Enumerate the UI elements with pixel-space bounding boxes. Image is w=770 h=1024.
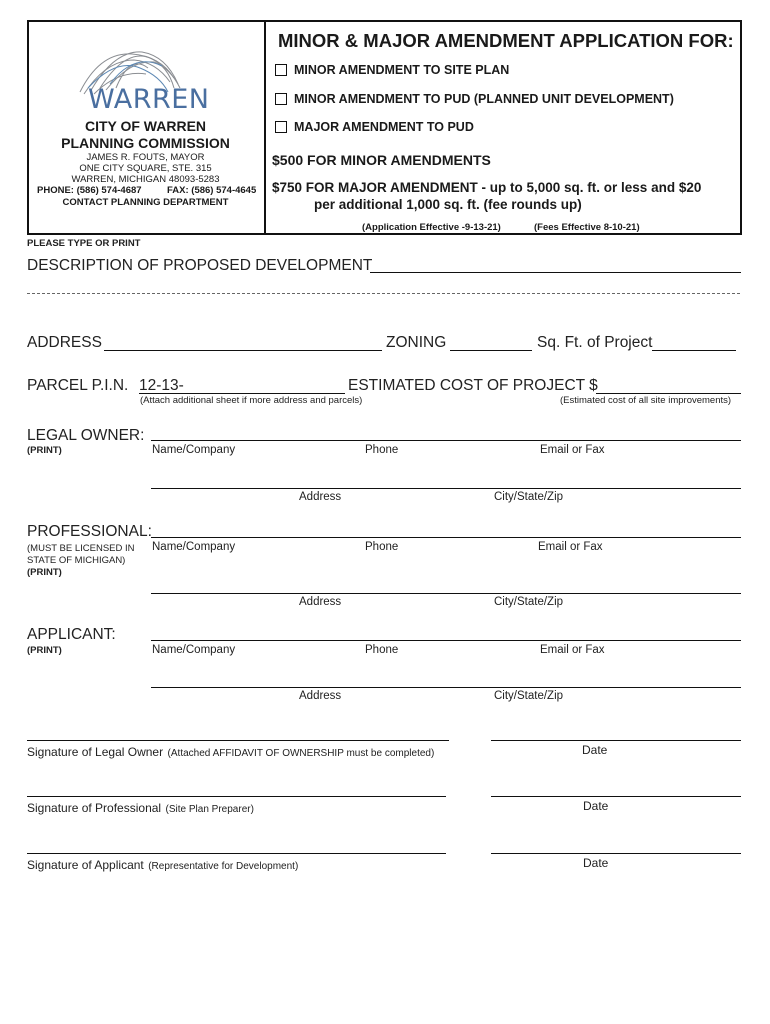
owner-signature-line[interactable] — [27, 740, 449, 741]
print-note: (PRINT) — [27, 645, 62, 656]
legal-owner-name-line[interactable] — [151, 440, 741, 441]
option-minor-site-plan[interactable] — [275, 63, 509, 77]
option-label: MAJOR AMENDMENT TO PUD — [294, 120, 474, 134]
address-caption: Address — [299, 491, 342, 503]
print-note: (PRINT) — [27, 567, 62, 578]
email-fax-caption: Email or Fax — [540, 644, 605, 656]
org-name-commission: PLANNING COMMISSION — [61, 135, 230, 151]
owner-date-line[interactable] — [491, 740, 741, 741]
address-caption: Address — [299, 690, 342, 702]
option-major-pud[interactable] — [275, 120, 474, 134]
logo-text: WARREN — [88, 84, 210, 115]
professional-signature-line[interactable] — [27, 796, 446, 797]
option-label: MINOR AMENDMENT TO SITE PLAN — [294, 63, 510, 77]
licensed-note-1: (MUST BE LICENSED IN — [27, 543, 135, 554]
name-company-caption: Name/Company — [152, 541, 236, 553]
date-caption: Date — [583, 856, 609, 870]
description-input-line-2[interactable] — [27, 293, 740, 294]
org-address-1: ONE CITY SQUARE, STE. 315 — [79, 163, 212, 174]
estimated-cost-note: (Estimated cost of all site improvements) — [560, 395, 732, 406]
owner-signature-caption — [27, 743, 434, 761]
zoning-input-line[interactable] — [450, 350, 532, 351]
application-title: MINOR & MAJOR AMENDMENT APPLICATION FOR: — [278, 30, 734, 51]
legal-owner-address-line[interactable] — [151, 488, 741, 489]
zoning-label: ZONING — [386, 334, 447, 351]
date-caption: Date — [583, 799, 609, 813]
applicant-signature-line[interactable] — [27, 853, 446, 854]
applicant-label: APPLICANT: — [27, 626, 116, 643]
option-label: MINOR AMENDMENT TO PUD (PLANNED UNIT DEVELOPMENT) — [294, 92, 674, 106]
owner-signature-note: (Attached AFFIDAVIT OF OWNERSHIP must be completed) — [167, 748, 435, 759]
applicant-name-line[interactable] — [151, 640, 741, 641]
org-address-2: WARREN, MICHIGAN 48093-5283 — [71, 174, 220, 185]
sqft-input-line[interactable] — [652, 350, 736, 351]
header-divider — [264, 20, 266, 235]
applicant-address-line[interactable] — [151, 687, 741, 688]
fee-minor: $500 FOR MINOR AMENDMENTS — [272, 152, 491, 168]
please-type-note: PLEASE TYPE OR PRINT — [27, 238, 141, 249]
fee-major-line-1: $750 FOR MAJOR AMENDMENT - up to 5,000 sq. ft. or less and $20 — [272, 180, 702, 195]
professional-signature-label: Signature of Professional — [27, 801, 162, 815]
application-effective-date: (Application Effective -9-13-21) — [362, 222, 501, 233]
checkbox-minor-pud[interactable] — [275, 93, 287, 105]
phone-caption: Phone — [365, 644, 399, 656]
email-fax-caption: Email or Fax — [540, 444, 605, 456]
attach-sheet-note: (Attach additional sheet if more address and parcels) — [140, 395, 363, 406]
estimated-cost-input-line[interactable] — [596, 393, 741, 394]
contact-note: CONTACT PLANNING DEPARTMENT — [62, 197, 229, 208]
city-state-zip-caption: City/State/Zip — [494, 690, 564, 702]
legal-owner-label: LEGAL OWNER: — [27, 427, 145, 444]
licensed-note-2: STATE OF MICHIGAN) — [27, 555, 126, 566]
applicant-signature-note: (Representative for Development) — [148, 861, 299, 872]
applicant-signature-label: Signature of Applicant — [27, 858, 144, 872]
professional-label: PROFESSIONAL: — [27, 523, 152, 540]
sqft-label: Sq. Ft. of Project — [537, 334, 653, 351]
parcel-prefix: 12-13- — [139, 377, 184, 394]
org-fax: FAX: (586) 574-4645 — [167, 185, 257, 196]
name-company-caption: Name/Company — [152, 644, 236, 656]
city-state-zip-caption: City/State/Zip — [494, 596, 564, 608]
applicant-date-line[interactable] — [491, 853, 741, 854]
address-label: ADDRESS — [27, 334, 102, 351]
applicant-signature-caption — [27, 856, 298, 874]
mayor-name: JAMES R. FOUTS, MAYOR — [86, 152, 205, 163]
print-note: (PRINT) — [27, 445, 62, 456]
description-input-line[interactable] — [370, 272, 741, 273]
fees-effective-date: (Fees Effective 8-10-21) — [534, 222, 640, 233]
checkbox-major-pud[interactable] — [275, 121, 287, 133]
phone-caption: Phone — [365, 541, 399, 553]
org-name-city: CITY OF WARREN — [84, 118, 207, 134]
option-minor-pud[interactable] — [275, 92, 674, 106]
city-state-zip-caption: City/State/Zip — [494, 491, 564, 503]
parcel-input-line[interactable] — [139, 393, 345, 394]
parcel-label: PARCEL P.I.N. — [27, 377, 129, 394]
name-company-caption: Name/Company — [152, 444, 236, 456]
owner-signature-label: Signature of Legal Owner — [27, 745, 164, 759]
description-label: DESCRIPTION OF PROPOSED DEVELOPMENT — [27, 257, 373, 274]
checkbox-minor-site-plan[interactable] — [275, 64, 287, 76]
professional-address-line[interactable] — [151, 593, 741, 594]
professional-date-line[interactable] — [491, 796, 741, 797]
date-caption: Date — [582, 743, 608, 757]
professional-name-line[interactable] — [151, 537, 741, 538]
address-caption: Address — [299, 596, 342, 608]
professional-signature-caption — [27, 799, 254, 817]
email-fax-caption: Email or Fax — [538, 541, 603, 553]
fee-major-line-2: per additional 1,000 sq. ft. (fee rounds up) — [314, 197, 582, 212]
address-input-line[interactable] — [104, 350, 382, 351]
phone-caption: Phone — [365, 444, 399, 456]
org-phone: PHONE: (586) 574-4687 — [37, 185, 142, 196]
estimated-cost-label: ESTIMATED COST OF PROJECT $ — [348, 377, 598, 394]
professional-signature-note: (Site Plan Preparer) — [165, 804, 254, 815]
